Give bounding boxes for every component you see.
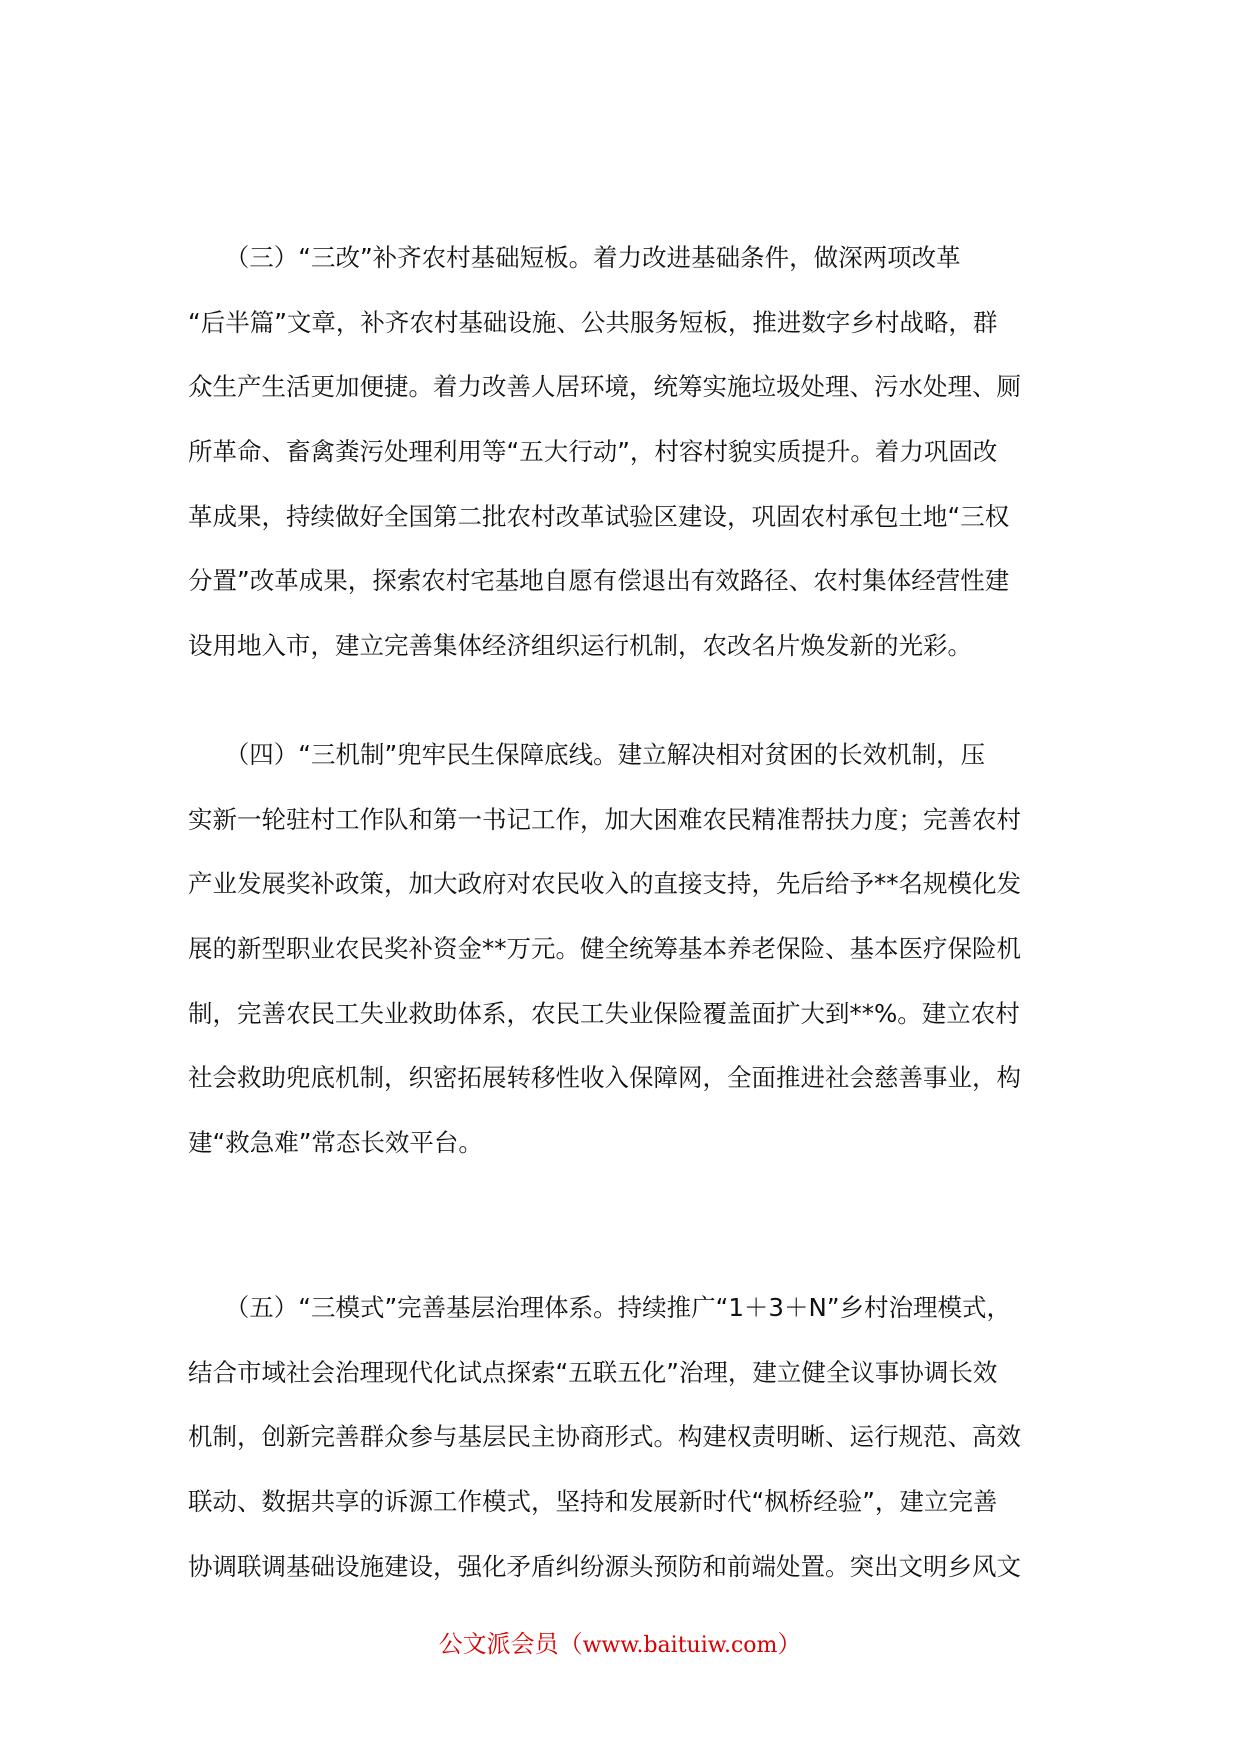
paragraph-line: 产业发展奖补政策，加大政府对农民收入的直接支持，先后给予**名规模化发 [188, 869, 1021, 899]
paragraph-line: 协调联调基础设施建设，强化矛盾纠纷源头预防和前端处置。突出文明乡风文 [188, 1551, 1021, 1581]
paragraph-line: （三）“三改”补齐农村基础短板。着力改进基础条件，做深两项改革 [188, 243, 961, 272]
paragraph-three-reforms [188, 226, 1068, 679]
footer-watermark [0, 1624, 1240, 1659]
paragraph-line: 设用地入市，建立完善集体经济组织运行机制，农改名片焕发新的光彩。 [188, 631, 972, 661]
paragraph-line: 机制，创新完善群众参与基层民主协商形式。构建权责明晰、运行规范、高效 [188, 1422, 1021, 1452]
paragraph-line: 社会救助兜底机制，织密拓展转移性收入保障网，全面推进社会慈善事业，构 [188, 1063, 1021, 1093]
footer-url-link[interactable]: www.baituiw.com [582, 1633, 778, 1658]
paragraph-line: 联动、数据共享的诉源工作模式，坚持和发展新时代“枫桥经验”，建立完善 [188, 1487, 998, 1517]
paragraph-line: （四）“三机制”兜牢民生保障底线。建立解决相对贫困的长效机制，压 [188, 740, 986, 769]
paragraph-line: 革成果，持续做好全国第二批农村改革试验区建设，巩固农村承包土地“三权 [188, 501, 1010, 531]
paragraph-line: 所革命、畜禽粪污处理利用等“五大行动”，村容村貌实质提升。着力巩固改 [188, 437, 998, 467]
paragraph-line: 展的新型职业农民奖补资金**万元。健全统筹基本养老保险、基本医疗保险机 [188, 934, 1021, 964]
paragraph-line: （五）“三模式”完善基层治理体系。持续推广“1＋3＋N”乡村治理模式， [188, 1293, 1012, 1322]
paragraph-line: 建“救急难”常态长效平台。 [188, 1128, 483, 1158]
paragraph-line: 众生产生活更加便捷。着力改善人居环境，统筹实施垃圾处理、污水处理、厕 [188, 372, 1021, 402]
footer-site-name: 公文派会员 [438, 1630, 559, 1658]
footer-paren-open: （ [558, 1630, 583, 1658]
paragraph-line: 实新一轮驻村工作队和第一书记工作，加大困难农民精准帮扶力度；完善农村 [188, 804, 1021, 834]
paragraph-line: “后半篇”文章，补齐农村基础设施、公共服务短板，推进数字乡村战略，群 [188, 307, 998, 337]
paragraph-three-mechanisms [188, 723, 1068, 1176]
footer-paren-close: ） [777, 1630, 802, 1658]
paragraph-line: 制，完善农民工失业救助体系，农民工失业保险覆盖面扩大到**%。建立农村 [188, 998, 1020, 1028]
paragraph-line: 分置”改革成果，探索农村宅基地自愿有偿退出有效路径、农村集体经营性建 [188, 566, 1010, 596]
paragraph-three-modes [188, 1276, 1068, 1599]
paragraph-line: 结合市域社会治理现代化试点探索“五联五化”治理，建立健全议事协调长效 [188, 1357, 998, 1387]
